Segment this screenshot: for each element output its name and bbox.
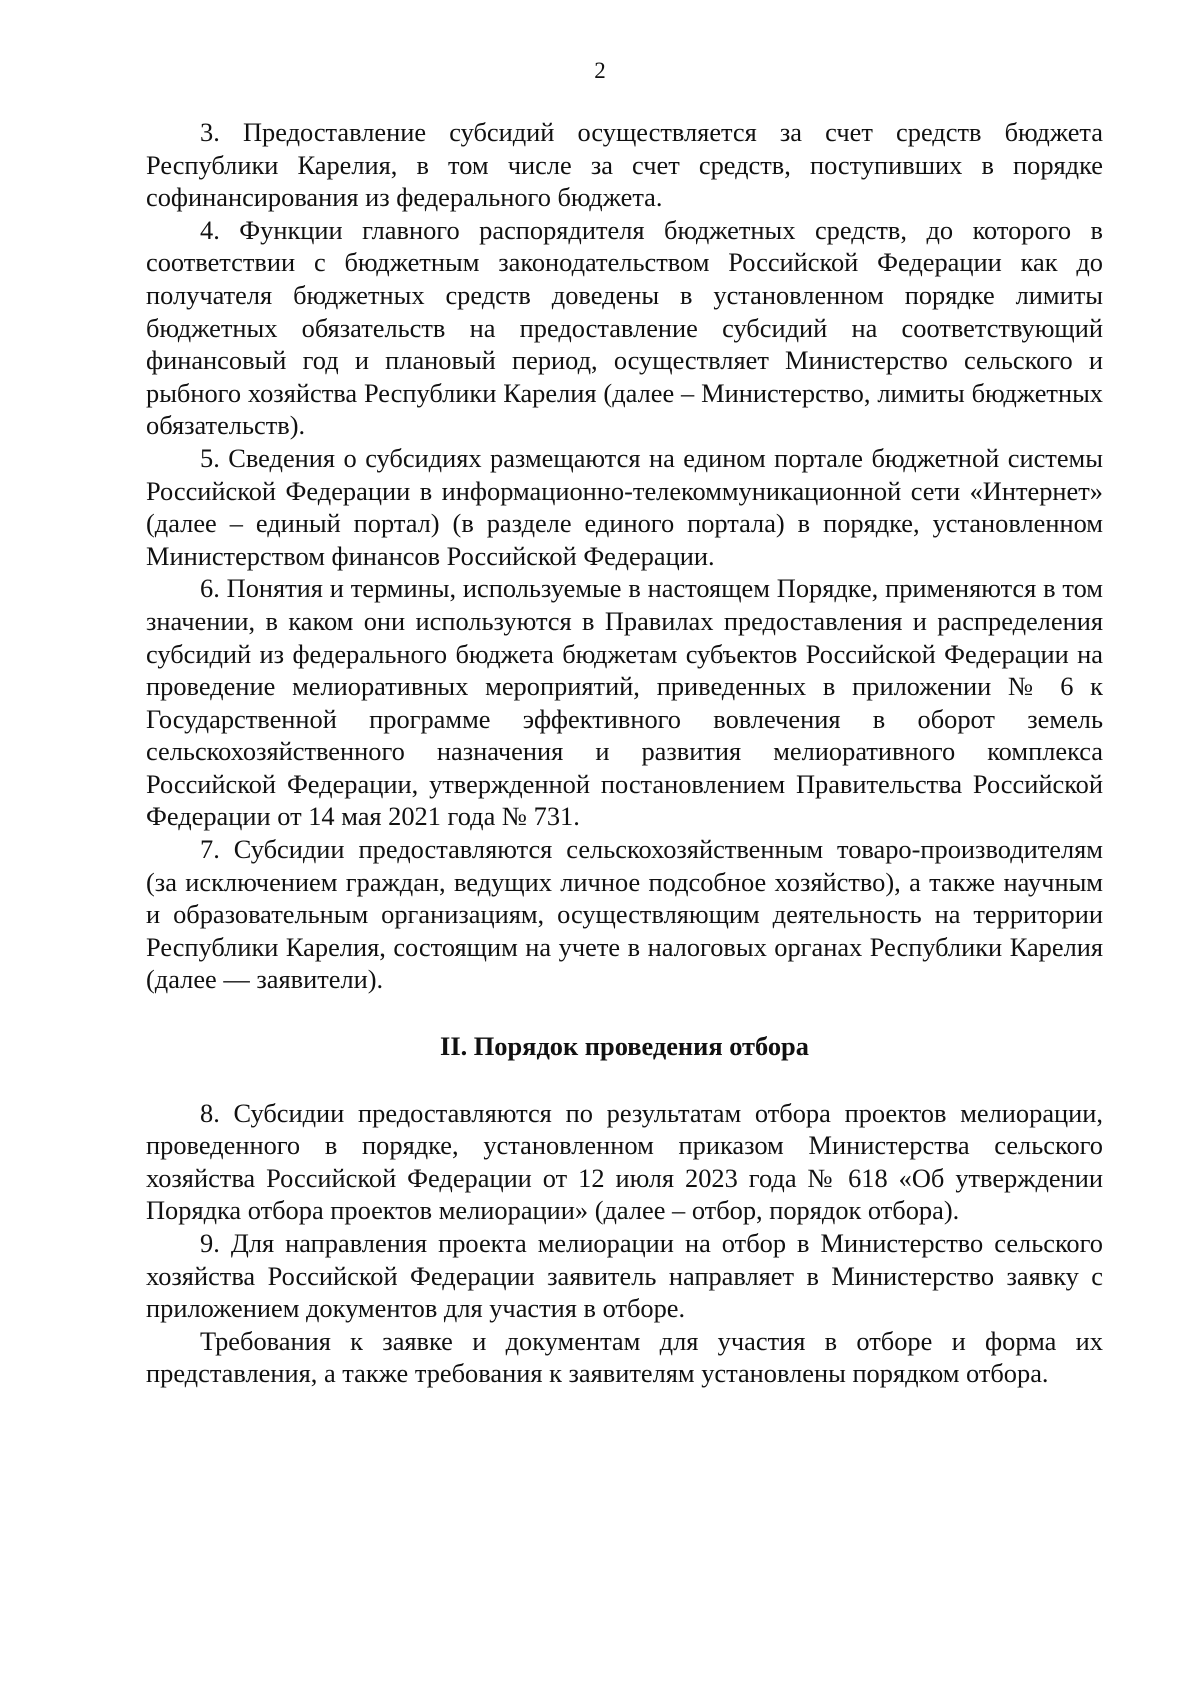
paragraph-9: 9. Для направления проекта мелиорации на отбор в Министерство сельского хозяйства Российской Федерации заявитель направляет в Министерство заявку с приложением документов для участия в отборе. bbox=[146, 1228, 1103, 1324]
paragraph-3: 3. Предоставление субсидий осуществляется за счет средств бюджета Республики Карелия, в том числе за счет средств, поступивших в порядке софинансирования из федерального бюджета. bbox=[146, 117, 1103, 213]
section-heading: II. Порядок проведения отбора bbox=[440, 1031, 809, 1062]
paragraph-8: 8. Субсидии предоставляются по результатам отбора проектов мелиорации, проведенного в порядке, установленном приказом Министерства сельского хозяйства Российской Федерации от 12 июля 2023 года № 618 «Об утверждении Порядка отбора проектов мелиорации» (далее – отбор, порядок отбора). bbox=[146, 1097, 1103, 1226]
paragraph-7: 7. Субсидии предоставляются сельскохозяйственным товаро-производителям (за исключением граждан, ведущих личное подсобное хозяйство), а также научным и образовательным организациям, осуществляющим деятельность на территории Республики Карелия, состоящим на учете в налоговых органах Республики Карелия (далее — заявители). bbox=[146, 834, 1103, 995]
page-number: 2 bbox=[594, 58, 606, 83]
paragraph-9-continuation: Требования к заявке и документам для участия в отборе и форма их представления, а также требования к заявителям установлены порядком отбора. bbox=[146, 1325, 1103, 1389]
paragraph-6: 6. Понятия и термины, используемые в настоящем Порядке, применяются в том значении, в каком они используются в Правилах предоставления и распределения субсидий из федерального бюджета бюджетам субъектов Российской Федерации на проведение мелиоративных мероприятий, приведенных в приложении № 6 к Государственной программе эффективного вовлечения в оборот земель сельскохозяйственного назначения и развития мелиоративного комплекса Российской Федерации, утвержденной постановлением Правительства Российской Федерации от 14 мая 2021 года № 731. bbox=[146, 573, 1103, 832]
paragraph-5: 5. Сведения о субсидиях размещаются на едином портале бюджетной системы Российской Федерации в информационно-телекоммуникационной сети «Интернет» (далее – единый портал) (в разделе единого портала) в порядке, установленном Министерством финансов Российской Федерации. bbox=[146, 442, 1103, 571]
paragraph-4: 4. Функции главного распорядителя бюджетных средств, до которого в соответствии с бюджетным законодательством Российской Федерации как до получателя бюджетных средств доведены в установленном порядке лимиты бюджетных обязательств на предоставление субсидий на соответствующий финансовый год и плановый период, осуществляет Министерство сельского и рыбного хозяйства Республики Карелия (далее – Министерство, лимиты бюджетных обязательств). bbox=[146, 214, 1103, 441]
document-body bbox=[146, 116, 1103, 1390]
